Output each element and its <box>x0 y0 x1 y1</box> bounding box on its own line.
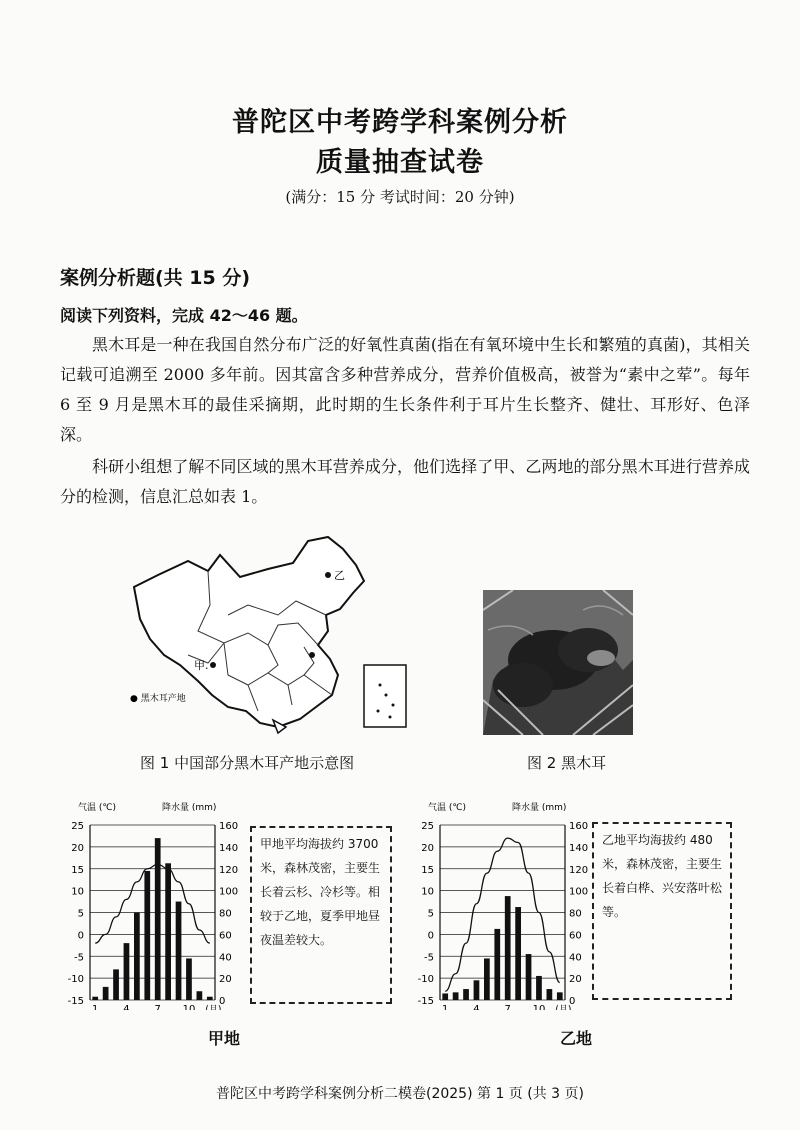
precip-tick-label: 0 <box>569 996 576 1007</box>
x-tick-label: 1 <box>442 1004 449 1010</box>
precip-bar <box>484 958 490 1000</box>
temp-axis-title: 气温 (℃) <box>428 803 466 813</box>
precip-axis-title: 降水量 (mm) <box>162 803 217 813</box>
precip-bar <box>144 871 150 1000</box>
exam-title-line2: 质量抽查试卷 <box>316 147 484 178</box>
precip-bar <box>536 976 542 1000</box>
precip-tick-label: 20 <box>569 974 582 986</box>
x-unit-label: (月) <box>555 1005 572 1010</box>
precip-bar <box>186 958 192 1000</box>
precip-bar <box>442 993 448 1000</box>
precip-tick-label: 60 <box>569 930 582 942</box>
precip-bar <box>505 896 511 1000</box>
precip-tick-label: 100 <box>569 886 589 898</box>
precip-bar <box>155 838 161 1000</box>
precip-bar <box>197 991 203 1000</box>
black-fungus-photo <box>483 590 633 735</box>
temp-tick-label: 10 <box>71 886 84 898</box>
temp-tick-label: -5 <box>424 952 434 964</box>
precip-tick-label: 40 <box>219 952 232 964</box>
paragraph-1: 黑木耳是一种在我国自然分布广泛的好氧性真菌(指在有氧环境中生长和繁殖的真菌)，其相关记载可追溯至 2000 多年前。因其富含多种营养成分，营养价值极高，被誉为“素中之荤”。每年 6 至 9 月是黑木耳的最佳采摘期，此时期的生长条件利于耳片生长整齐、健壮、耳形好、色泽深。 <box>60 335 750 444</box>
temp-tick-label: 0 <box>427 930 434 942</box>
place-label-jia: 甲地 <box>208 1029 241 1048</box>
precip-bar <box>547 989 553 1000</box>
precip-bar <box>557 992 563 1000</box>
map-legend: ● 黑木耳产地 <box>130 694 186 704</box>
temperature-line <box>95 864 210 943</box>
label-jia: 甲. <box>194 659 209 672</box>
production-site-jia <box>210 662 216 668</box>
precip-axis-title: 降水量 (mm) <box>512 803 567 813</box>
temp-tick-label: 15 <box>421 864 434 876</box>
precip-tick-label: 140 <box>219 842 239 854</box>
section-instruction: 阅读下列资料，完成 42～46 题。 <box>60 306 308 325</box>
x-tick-label: 7 <box>154 1004 161 1010</box>
section-heading: 案例分析题(共 15 分) <box>60 267 251 289</box>
temp-tick-label: 25 <box>421 821 434 832</box>
precip-tick-label: 20 <box>219 974 232 986</box>
precip-tick-label: 0 <box>219 996 226 1007</box>
place-label-yi: 乙地 <box>560 1029 593 1048</box>
temp-tick-label: -10 <box>417 974 434 986</box>
label-yi: 乙 <box>334 569 345 582</box>
production-site-yi <box>325 572 331 578</box>
temp-tick-label: 5 <box>427 908 434 920</box>
page-footer: 普陀区中考跨学科案例分析二模卷(2025) 第 1 页 (共 3 页) <box>216 1086 584 1102</box>
x-tick-label: 4 <box>473 1004 480 1010</box>
precip-bar <box>494 929 500 1000</box>
precip-bar <box>526 954 532 1000</box>
temp-tick-label: 20 <box>421 842 434 854</box>
precip-tick-label: 160 <box>569 821 589 832</box>
precip-bar <box>453 992 459 1000</box>
temp-tick-label: 5 <box>77 908 84 920</box>
precip-bar <box>92 997 98 1000</box>
precip-tick-label: 80 <box>569 908 582 920</box>
figure1-caption: 图 1 中国部分黑木耳产地示意图 <box>140 754 355 772</box>
climate-chart-yi-svg <box>400 800 600 1010</box>
precip-bar <box>124 943 130 1000</box>
x-tick-label: 7 <box>504 1004 511 1010</box>
temp-tick-label: -5 <box>74 952 84 964</box>
note-yi: 乙地平均海拔约 480 米，森林茂密，主要生长着白桦、兴安落叶松等。 <box>592 822 732 1000</box>
precip-tick-label: 60 <box>219 930 232 942</box>
precip-bar <box>165 863 171 1000</box>
precip-tick-label: 140 <box>569 842 589 854</box>
temp-tick-label: 25 <box>71 821 84 832</box>
figure2-caption: 图 2 黑木耳 <box>527 754 607 772</box>
climate-chart-yi <box>400 800 600 1014</box>
precip-bar <box>113 969 119 1000</box>
precip-bar <box>103 987 109 1000</box>
precip-tick-label: 100 <box>219 886 239 898</box>
precip-tick-label: 160 <box>219 821 239 832</box>
exam-subtitle: (满分：15 分 考试时间：20 分钟) <box>285 188 515 206</box>
temp-tick-label: 10 <box>421 886 434 898</box>
precip-tick-label: 40 <box>569 952 582 964</box>
china-map-illustration <box>128 535 418 740</box>
x-unit-label: (月) <box>205 1005 222 1010</box>
climate-chart-jia <box>50 800 250 1014</box>
precip-tick-label: 120 <box>569 864 589 876</box>
temp-axis-title: 气温 (℃) <box>78 803 116 813</box>
china-map-figure <box>128 535 418 740</box>
precip-tick-label: 80 <box>219 908 232 920</box>
temp-tick-label: -15 <box>417 996 434 1007</box>
precip-bar <box>515 907 521 1000</box>
precip-bar <box>176 902 182 1000</box>
temp-tick-label: 15 <box>71 864 84 876</box>
precip-tick-label: 120 <box>219 864 239 876</box>
precip-bar <box>474 980 480 1000</box>
temperature-line <box>445 838 560 991</box>
temp-tick-label: -15 <box>67 996 84 1007</box>
temp-tick-label: 0 <box>77 930 84 942</box>
precip-bar <box>463 989 469 1000</box>
climate-chart-jia-svg <box>50 800 250 1010</box>
black-fungus-image <box>483 590 633 735</box>
precip-bar <box>134 913 140 1001</box>
exam-title-line1: 普陀区中考跨学科案例分析 <box>232 107 568 138</box>
note-jia: 甲地平均海拔约 3700 米，森林茂密，主要生长着云杉、冷杉等。相较于乙地，夏季甲地昼夜温差较大。 <box>250 826 392 1004</box>
temp-tick-label: 20 <box>71 842 84 854</box>
paragraph-2: 科研小组想了解不同区域的黑木耳营养成分，他们选择了甲、乙两地的部分黑木耳进行营养成分的检测，信息汇总如表 1。 <box>60 457 750 506</box>
x-tick-label: 4 <box>123 1004 130 1010</box>
temp-tick-label: -10 <box>67 974 84 986</box>
x-tick-label: 10 <box>532 1004 546 1010</box>
x-tick-label: 10 <box>182 1004 196 1010</box>
x-tick-label: 1 <box>92 1004 99 1010</box>
precip-bar <box>207 997 213 1000</box>
